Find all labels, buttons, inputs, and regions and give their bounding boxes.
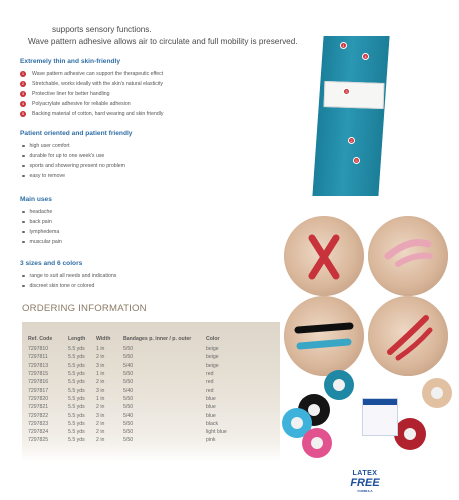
list-item: sports and showering present no problem	[20, 161, 310, 171]
table-row	[28, 436, 256, 444]
tape-overlay	[368, 216, 448, 296]
section-title: Extremely thin and skin-friendly	[20, 58, 121, 65]
bullet-icon	[22, 175, 25, 178]
table-cell: 5/40	[123, 387, 134, 394]
section-title: 3 sizes and 6 colors	[20, 260, 83, 267]
table-cell: 7297815	[28, 371, 49, 378]
table-cell: light blue	[206, 429, 227, 436]
list-item: lymphedema	[20, 227, 310, 237]
tape-rolls-image	[282, 368, 452, 468]
bullet-icon	[22, 145, 25, 148]
table-row	[28, 411, 256, 419]
section-title: Patient oriented and patient friendly	[20, 130, 133, 137]
table-cell: 5.5 yds	[68, 379, 85, 386]
table-cell: beige	[206, 354, 219, 361]
table-cell: 5.5 yds	[68, 346, 85, 353]
table-cell: 5/50	[123, 371, 134, 378]
section-patient-oriented	[20, 130, 310, 181]
table-cell: 2 in	[96, 437, 105, 444]
table-row	[28, 378, 256, 386]
protective-liner	[324, 81, 385, 109]
tape-strip-image	[318, 36, 384, 196]
section-main-uses	[20, 196, 310, 247]
list-item: 3 Protective liner for better handling	[21, 91, 110, 97]
ordering-table-body	[28, 345, 256, 445]
section-title: Main uses	[20, 196, 52, 203]
table-cell: 7297825	[28, 437, 49, 444]
table-cell: 5.5 yds	[68, 412, 85, 419]
table-cell: red	[206, 371, 214, 378]
list-item: muscular pain	[20, 237, 310, 247]
numbered-marker-icon: 3	[21, 91, 25, 96]
numbered-marker-icon: 5	[21, 111, 25, 116]
table-cell: 7297821	[28, 404, 49, 411]
bullet-icon	[22, 231, 25, 234]
table-cell: 5.5 yds	[68, 420, 85, 427]
table-row	[28, 353, 256, 361]
column-header: Ref. Code	[28, 336, 53, 342]
table-cell: 7297810	[28, 346, 49, 353]
table-cell: 5.5 yds	[68, 395, 85, 402]
table-row	[28, 362, 256, 370]
bullet-icon	[22, 155, 25, 158]
table-cell: 5/50	[123, 420, 134, 427]
table-cell: 1 in	[96, 371, 105, 378]
bullet-icon	[22, 285, 25, 288]
tape-overlay	[284, 296, 364, 376]
table-cell: 5.5 yds	[68, 437, 85, 444]
table-cell: blue	[206, 395, 216, 402]
list-item: range to suit all needs and indications	[20, 271, 310, 281]
table-cell: 5.5 yds	[68, 362, 85, 369]
table-row	[28, 386, 256, 394]
list-item: 5 Backing material of cotton, hard wearing and skin friendly	[21, 111, 164, 117]
intro-text	[28, 24, 298, 48]
table-row	[28, 370, 256, 378]
table-cell: 7297823	[28, 420, 49, 427]
table-cell: 2 in	[96, 429, 105, 436]
table-cell: 7297816	[28, 379, 49, 386]
table-cell: 2 in	[96, 404, 105, 411]
table-cell: 7297820	[28, 395, 49, 402]
table-cell: 5.5 yds	[68, 387, 85, 394]
table-cell: 5.5 yds	[68, 429, 85, 436]
roll-beige	[422, 378, 452, 408]
column-header: Width	[96, 336, 111, 342]
table-cell: 5/50	[123, 379, 134, 386]
list-item: headache	[20, 207, 310, 217]
tape-overlay	[368, 296, 448, 376]
roll-blue	[324, 370, 354, 400]
numbered-marker-icon: 2	[348, 137, 355, 144]
table-cell: 7297824	[28, 429, 49, 436]
table-cell: pink	[206, 437, 216, 444]
table-cell: 2 in	[96, 420, 105, 427]
latex-free-badge: LATEX FREE FORMULA	[350, 470, 380, 493]
table-cell: 5/50	[123, 404, 134, 411]
photo-knee-application	[284, 296, 364, 376]
intro-line-2: Wave pattern adhesive allows air to circulate and full mobility is preserved.	[28, 37, 298, 46]
table-cell: beige	[206, 362, 219, 369]
table-cell: 3 in	[96, 387, 105, 394]
bullet-icon	[22, 275, 25, 278]
list-item: discreet skin tone or colored	[20, 281, 310, 291]
table-row	[28, 428, 256, 436]
table-cell: 7297817	[28, 387, 49, 394]
numbered-marker-icon: 1	[340, 42, 347, 49]
table-cell: 5/50	[123, 354, 134, 361]
bullet-icon	[22, 211, 25, 214]
numbered-marker-icon: 4	[21, 101, 25, 106]
table-cell: 7297813	[28, 362, 49, 369]
table-cell: 1 in	[96, 346, 105, 353]
table-cell: 1 in	[96, 395, 105, 402]
list-item: easy to remove	[20, 171, 310, 181]
feature-list	[20, 69, 310, 119]
table-cell: 5/40	[123, 362, 134, 369]
table-cell: red	[206, 387, 214, 394]
column-header: Length	[68, 336, 86, 342]
table-header-row	[28, 333, 256, 345]
table-cell: 5.5 yds	[68, 371, 85, 378]
photo-neck-application	[284, 216, 364, 296]
roll-red	[394, 418, 426, 450]
tape-overlay	[284, 216, 364, 296]
section-skin-friendly	[20, 58, 310, 119]
table-row	[28, 420, 256, 428]
ordering-title: ORDERING INFORMATION	[22, 303, 147, 314]
product-box	[362, 398, 398, 436]
tape-strip	[312, 36, 389, 196]
section-sizes	[20, 260, 310, 291]
table-row	[28, 403, 256, 411]
ordering-table	[28, 333, 256, 445]
table-cell: 3 in	[96, 362, 105, 369]
table-cell: 5/40	[123, 412, 134, 419]
table-cell: 5/50	[123, 429, 134, 436]
list-item: back pain	[20, 217, 310, 227]
table-cell: blue	[206, 404, 216, 411]
numbered-marker-icon: 4	[362, 53, 369, 60]
numbered-marker-icon: 2	[21, 81, 25, 86]
table-cell: 2 in	[96, 379, 105, 386]
table-cell: 7297811	[28, 354, 48, 361]
table-cell: 2 in	[96, 354, 105, 361]
list-item: 1 Wave pattern adhesive can support the therapeutic effect	[21, 71, 164, 77]
list-item: high user comfort	[20, 141, 310, 151]
bullet-icon	[22, 241, 25, 244]
numbered-marker-icon: 3	[343, 88, 350, 95]
table-row	[28, 345, 256, 353]
numbered-marker-icon: 1	[21, 71, 25, 76]
table-cell: 3 in	[96, 412, 105, 419]
table-cell: 5/50	[123, 437, 134, 444]
roll-pink	[302, 428, 332, 458]
table-cell: blue	[206, 412, 216, 419]
table-row	[28, 395, 256, 403]
table-cell: 5/50	[123, 395, 134, 402]
photo-shoulder-application	[368, 216, 448, 296]
table-cell: 5/50	[123, 346, 134, 353]
column-header: Bandages p. inner / p. outer	[123, 336, 192, 342]
intro-line-1: supports sensory functions.	[52, 25, 152, 34]
list-item: 2 Stretchable, works ideally with the skin's natural elasticity	[21, 81, 164, 87]
numbered-marker-icon: 5	[353, 157, 360, 164]
table-cell: red	[206, 379, 214, 386]
column-header: Color	[206, 336, 220, 342]
list-item: durable for up to one week's use	[20, 151, 310, 161]
table-cell: 7297822	[28, 412, 49, 419]
list-item: 4 Polyacrylate adhesive for reliable adhesion	[21, 101, 131, 107]
bullet-icon	[22, 165, 25, 168]
bullet-icon	[22, 221, 25, 224]
table-cell: black	[206, 420, 219, 427]
table-cell: 5.5 yds	[68, 354, 85, 361]
photo-foot-application	[368, 296, 448, 376]
table-cell: beige	[206, 346, 219, 353]
table-cell: 5.5 yds	[68, 404, 85, 411]
